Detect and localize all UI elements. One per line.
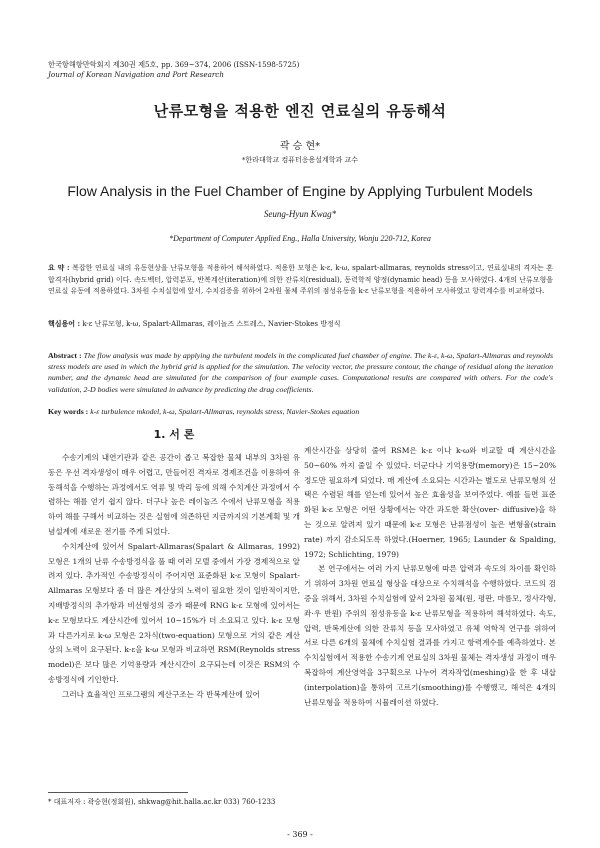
abstract-english: [48, 350, 553, 395]
keywords-korean-text: k-ε 난류모형, k-ω, Spalart-Allmaras, 레이놀즈 스트레스, Navier-Stokes 방정식: [82, 320, 341, 328]
body-paragraph: 수송기계의 내연기관과 같은 공간이 좁고 복잡한 물체 내부의 3차원 유동은 우선 격자생성이 매우 어렵고, 만들어진 격자로 경제조건을 이용하여 유동해석을 수행하는 과정에서도 역류 및 박리 등에 의해 수치계산 과정에서 수렴하는 해를 얻기 쉽지 않다. 더구나 높은 레이놀즈 수에서 난류모형을 적용하여 해를 구해서 비교하는 것은 실험에 의존하던 지금까지의 기본계획 및 개념설계에 새로운 전기를 주게 되었다.: [48, 453, 300, 536]
corresponding-author-footnote: * 대표저자 : 곽승현(정회원), shkwag@hit.halla.ac.kr 033) 760-1233: [48, 798, 276, 806]
page-number: - 369 -: [287, 830, 313, 839]
abstract-korean-text: 복잡한 연료실 내의 유동현상을 난류모형을 적용하여 해석하였다. 적용한 모형은 k-ε, k-ω, spalart-allmaras, reynolds stress이고, 연료실내의 격자는 혼합격자(hybrid grid) 이다. 속도벡터, 압력분포, 반복계산(iteration)에 의한 잔류치(residual), 동력학적 양정(dynamic head) 등을 모사하였다. 4개의 난류모형을 연료실 유동에 적용하였다. 3차원 수치실험에 앞서, 수치검증을 위하여 2차원 물체 주위의 점성유동을 k-ε 난류모형을 적용하여 모사하였고 항력계수를 비교하였다.: [48, 264, 553, 296]
section-heading-introduction: 1. 서 론: [153, 428, 195, 441]
body-column-right: [304, 444, 556, 710]
body-column-left: [48, 425, 300, 703]
affiliation-korean: *한라대학교 컴퓨터응용설계학과 교수: [241, 156, 359, 164]
body-paragraph: 그러나 효율적인 프로그램의 계산구조는 각 반복계산에 있어: [62, 689, 260, 699]
author-korean: 곽 승 현*: [279, 141, 321, 152]
journal-citation-ko: 한국항해항만학회지 제30권 제5호, pp. 369~374, 2006 (ISSN-1598-5725): [48, 60, 300, 69]
body-paragraph: 본 연구에서는 여러 가지 난류모형에 따른 압력과 속도의 차이를 확인하기 위하여 3차원 연료실 형상을 대상으로 수치해석을 수행하였다. 코드의 검증을 위해서, 3차원 수치실험에 앞서 2차원 물체(원, 평판, 마름모, 정사각형, 좌·우 반원) 주위의 점성유동을 k-ε 난류모형을 적용하여 해석하였다. 속도, 압력, 반복계산에 의한 잔류치 등을 모사하였고 유체 역학적 연구를 위하여 서로 다른 6개의 물체에 수치실험 결과를 가지고 항력계수를 예측하였다. 본 수치실험에서 적용한 수송기계 연료실의 3차원 물체는 격자생성 과정이 매우 복잡하여 계산영역을 3구획으로 나누어 격자작업(meshing)을 한 후 내삽(interpolation)을 통하여 고르기(smoothing)를 수행했고, 해석은 4개의 난류모형을 적용하여 시뮬레이션 하였다.: [304, 564, 556, 707]
body-paragraph: 계산시간을 상당히 줄여 RSM은 k-ε 이나 k-ω와 비교할 때 계산시간을 50~60% 까지 줄일 수 있었다. 더군다나 기억용량(memory)은 15~20% 정도만 필요하게 되었다. 매 계산에 소요되는 시간과는 별도로 난류모형의 선택은 수렴된 해를 얻는데 있어서 높은 효율성을 보여주었다. 예를 들면 표준화된 k-ε 모형은 어떤 상황에서는 약간 과도한 확산(over- diffusive)을 하는 것으로 알려져 있기 때문에 k-ε 모형은 난류점성이 높은 변형율(strain rate) 까지 감소되도록 하였다.(Hoerner, 1965; Launder & Spalding, 1972; Schlichting, 1979): [304, 446, 556, 559]
affiliation-english: *Department of Computer Applied Eng., Halla University, Wonju 220-712, Korea: [169, 234, 431, 243]
paper-title-english: Flow Analysis in the Fuel Chamber of Engine by Applying Turbulent Models: [67, 183, 533, 199]
journal-header: [48, 60, 299, 80]
abstract-english-label: Abstract :: [48, 351, 82, 360]
keywords-korean-label: 핵심용어 :: [48, 319, 81, 328]
keywords-english: [48, 406, 553, 418]
author-english: Seung-Hyun Kwag*: [263, 209, 337, 219]
journal-name-en: Journal of Korean Navigation and Port Research: [48, 70, 224, 79]
keywords-english-label: Key words :: [48, 407, 89, 416]
abstract-korean: [48, 262, 553, 298]
keywords-korean: [48, 318, 553, 331]
body-paragraph: 수치계산에 있어서 Spalart-Allmaras(Spalart & Allmaras, 1992) 모형은 1개의 난류 수송방정식을 풀 때 여러 모델 중에서 가장 경제적으로 알려져 있다. 추가적인 수송방정식이 주어지면 표준화된 k-ε 모형이 Spalart-Allmaras 모형보다 좀 더 많은 계산상의 노력이 필요한 것이 일반적이지만, 지배방정식의 추가항과 비선형성의 증가 때문에 RNG k-ε 모형에 있어서는 k-ε 모형보다도 계산시간에 있어서 10~15%가 더 소요되고 있다. k-ε 모형과 다른가지로 k-ω 모형은 2차식(two-equation) 모형으로 거의 같은 계산상의 노력이 요구된다. k-ε을 k-ω 모형과 비교하면 RSM(Reynolds stress model)은 보다 많은 기억용량과 계산시간이 요구되는데 이것은 RSM의 수송방정식에 기인한다.: [48, 541, 300, 684]
abstract-english-text: The flow analysis was made by applying the turbulent models in the complicated fuel chamber of engine. The k-ε, k-ω, Spalart-Allmaras and reynolds stress models are used in which the hybrid grid is applied for the simulation. The velocity vector, the pressure contour, the change of residual along the iteration number, and the dynamic head are simulated for the comparison of four example cases. Computational results are compared with others. For the code's validation, 2-D bodies were simulated in advance by predicting the drag coefficients.: [48, 351, 553, 394]
keywords-english-text: k-ε turbulence mkodel, k-ω, Spalart-Allmaras, reynolds stress, Navier-Stokes equation: [90, 407, 360, 416]
abstract-korean-label: 요 약 :: [48, 263, 70, 272]
footnote-divider: [48, 792, 188, 793]
paper-title-korean: 난류모형을 적용한 엔진 연료실의 유동해석: [153, 102, 447, 120]
